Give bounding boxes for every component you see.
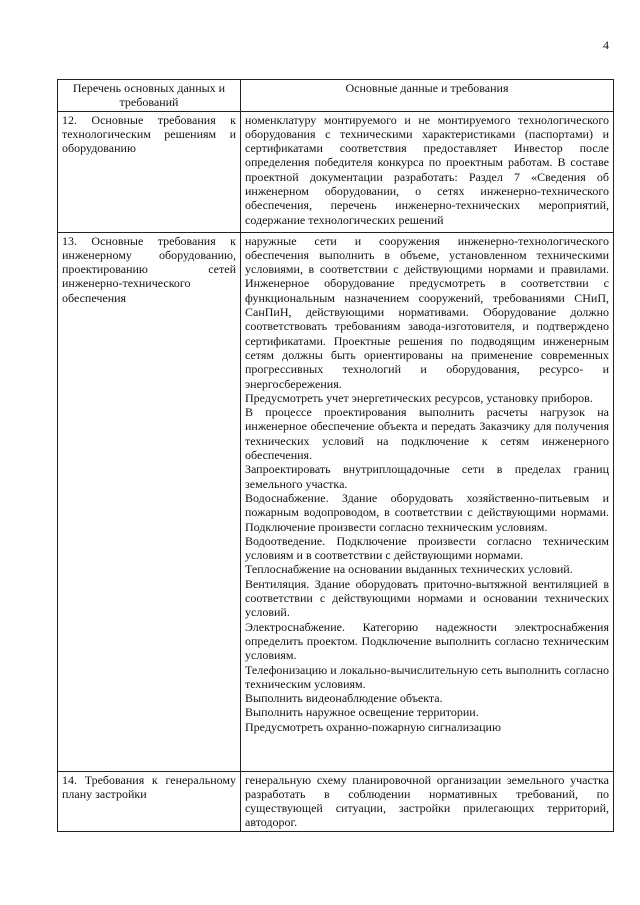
table-row [58, 232, 614, 771]
paragraph: Предусмотреть охранно-пожарную сигнализацию [245, 719, 501, 734]
table-row [58, 771, 614, 831]
header-list-of-data: Перечень основных данных и требований [58, 80, 241, 112]
row-13-content [241, 232, 614, 771]
requirements-table [57, 79, 614, 832]
paragraph: Выполнить видеонаблюдение объекта. [245, 691, 443, 706]
row-14-content [241, 771, 614, 831]
paragraph: наружные сети и сооружения инженерно-технологического обеспечения выполнить в объеме, установленном техническими условиями, в соответствии с действующими нормами и правилами. Инженерное оборудование предусмотреть в соответствии с функциональным назначением сооружений, требованиями СНиП, СанПиН, действующими нормативами. Оборудование должно соответствовать требованиям завода-изготовителя, и подтверждено сертификатами. Проектные решения по подводящим инженерным сетям должны быть ориентированы на применение современных прогрессивных технологий и оборудования, ресурсо- и энергосбережения. [245, 233, 609, 391]
row-12-title: 12. Основные требования к технологическим решениям и оборудованию [58, 111, 241, 232]
paragraph: Предусмотреть учет энергетических ресурсов, установку приборов. [245, 390, 593, 405]
table-row [58, 111, 614, 232]
page-number: 4 [603, 38, 609, 52]
paragraph: Водоотведение. Подключение произвести согласно техническим условиям и в соответствии с действующими нормами. [245, 533, 609, 563]
paragraph: Выполнить наружное освещение территории. [245, 705, 479, 720]
row-14-title: 14. Требования к генеральному плану застройки [58, 771, 241, 831]
paragraph: номенклатуру монтируемого и не монтируемого технологического оборудования с техническими характеристиками (паспортами) и сертификатами соответствия предоставляет Инвестор после определения победителя конкурса по проектным работам. В составе проектной документации разработать: Раздел 7 «Сведения об инженерном оборудовании, о сетях инженерно-технического обеспечения, перечень инженерно-технических мероприятий, содержание технологических решений [245, 112, 609, 227]
paragraph: Телефонизацию и локально-вычислительную сеть выполнить согласно техническим условиям. [245, 662, 609, 691]
paragraph: генеральную схему планировочной организации земельного участка разработать в соблюдении нормативных требований, по существующей ситуации, застройки прилегающих территорий, автодорог. [245, 772, 609, 830]
header-main-data: Основные данные и требования [241, 80, 614, 112]
row-13-title: 13. Основные требования к инженерному оборудованию, проектированию сетей инженерно-технического обеспечения [58, 232, 241, 771]
paragraph: Вентиляция. Здание оборудовать приточно-вытяжной вентиляцией в соответствии с действующими нормами и основании технических условий. [245, 576, 609, 620]
table-header-row [58, 80, 614, 112]
row-12-content [241, 111, 614, 232]
paragraph: Теплоснабжение на основании выданных технических условий. [245, 562, 573, 577]
paragraph: Водоснабжение. Здание оборудовать хозяйственно-питьевым и пожарным водопроводом, в соответствии с действующими нормами. Подключение произвести согласно техническим условиям. [245, 490, 609, 534]
paragraph: Запроектировать внутриплощадочные сети в пределах границ земельного участка. [245, 462, 609, 491]
paragraph: Электроснабжение. Категорию надежности электроснабжения определить проектом. Подключение выполнить согласно техническим условиям. [245, 619, 609, 663]
paragraph: В процессе проектирования выполнить расчеты нагрузок на инженерное обеспечение объекта и передать Заказчику для получения технических условий на подключение к сетям инженерного обеспечения. [245, 405, 609, 463]
